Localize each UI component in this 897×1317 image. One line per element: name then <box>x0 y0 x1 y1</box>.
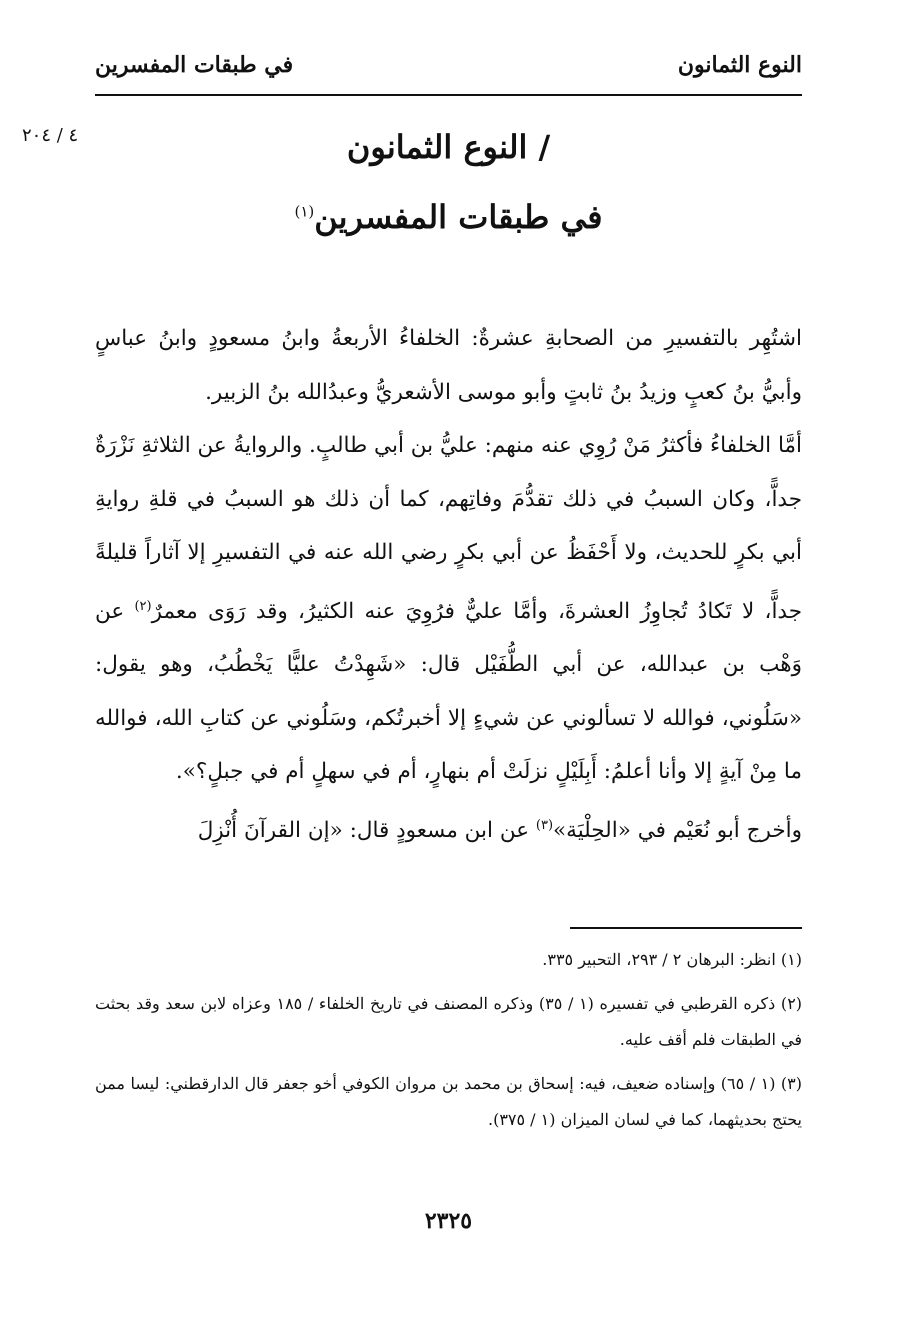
paragraph-2-part-b: عن وَهْب بن عبدالله، عن أبي الطُّفَيْل قال: «شَهِدْتُ عليًّا يَخْطُبُ، وهو يقول: «سَلُوني، فوالله لا تسألوني عن شيءٍ إلا أخبرتُكم، وسَلُوني عن كتابِ الله، فوالله ما مِنْ آيةٍ إلا وأنا أعلمُ: أَبِلَيْلٍ نزلَتْ أم بنهارٍ، أم في سهلٍ أم في جبلٍ؟». <box>95 598 802 785</box>
chapter-title: / النوع الثمانون <box>346 128 551 166</box>
paragraph-2 <box>95 419 802 799</box>
paragraph-2-part-a: أمَّا الخلفاءُ فأكثرُ مَنْ رُوِي عنه منهم: عليُّ بن أبي طالبٍ. والروايةُ عن الثلاثةِ نَزْرَةٌ جداًّ، وكان السببُ في ذلك تقدُّمَ وفاتِهم، كما أن ذلك هو السببُ في قلةِ روايةِ أبي بكرٍ للحديث، ولا أَحْفَظُ عن أبي بكرٍ رضي الله عنه في التفسيرِ إلا آثاراً قليلةً جداًّ، لا تَكادُ تُجاوِزُ العشرةَ، وأمَّا عليٌّ فرُوِيَ عنه الكثيرُ، وقد رَوَى معمرٌ <box>95 433 802 624</box>
footnote-rule <box>570 927 802 929</box>
margin-reference: ٤ / ٢٠٤ <box>22 125 79 146</box>
chapter-subtitle-text: في طبقات المفسرين <box>314 198 603 236</box>
footnotes <box>95 942 802 1146</box>
running-header-chapter: النوع الثمانون <box>677 52 802 78</box>
footnote-marker: (٣) <box>535 817 554 833</box>
footnote-2: (٢) ذكره القرطبي في تفسيره (١ / ٣٥) وذكره المصنف في تاريخ الخلفاء / ١٨٥ وعزاه لابن سعد وقد بحثت في الطبقات فلم أقف عليه. <box>95 994 803 1049</box>
paragraph-3-part-b: عن ابن مسعودٍ قال: «إن القرآنَ أُنْزِلَ <box>197 817 536 843</box>
running-header-title: في طبقات المفسرين <box>95 52 294 78</box>
footnote-marker: (٢) <box>134 598 152 614</box>
paragraph-3 <box>95 799 802 858</box>
page-number: ٢٣٢٥ <box>424 1208 473 1234</box>
body-text <box>95 312 802 857</box>
paragraph-3-part-a: وأخرج أبو نُعَيْم في «الحِلْيَة» <box>553 817 802 843</box>
footnote-marker: (١) <box>294 202 315 221</box>
header-rule <box>95 94 802 96</box>
footnote-1: (١) انظر: البرهان ٢ / ٢٩٣، التحبير ٣٣٥. <box>542 950 802 969</box>
running-header <box>95 52 802 92</box>
paragraph-1: اشتُهِر بالتفسيرِ من الصحابةِ عشرةٌ: الخلفاءُ الأربعةُ وابنُ مسعودٍ وابنُ عباسٍ وأبيُّ بنُ كعبٍ وزيدُ بنُ ثابتٍ وأبو موسى الأشعريُّ وعبدُالله بنُ الزبير. <box>95 326 802 405</box>
footnote-3: (٣) (١ / ٦٥) وإسناده ضعيف، فيه: إسحاق بن محمد بن مروان الكوفي أخو جعفر قال الدارقطني: ليسا ممن يحتج بحديثهما، كما في لسان الميزان (١ / ٣٧٥). <box>95 1074 803 1129</box>
chapter-subtitle <box>95 198 802 236</box>
